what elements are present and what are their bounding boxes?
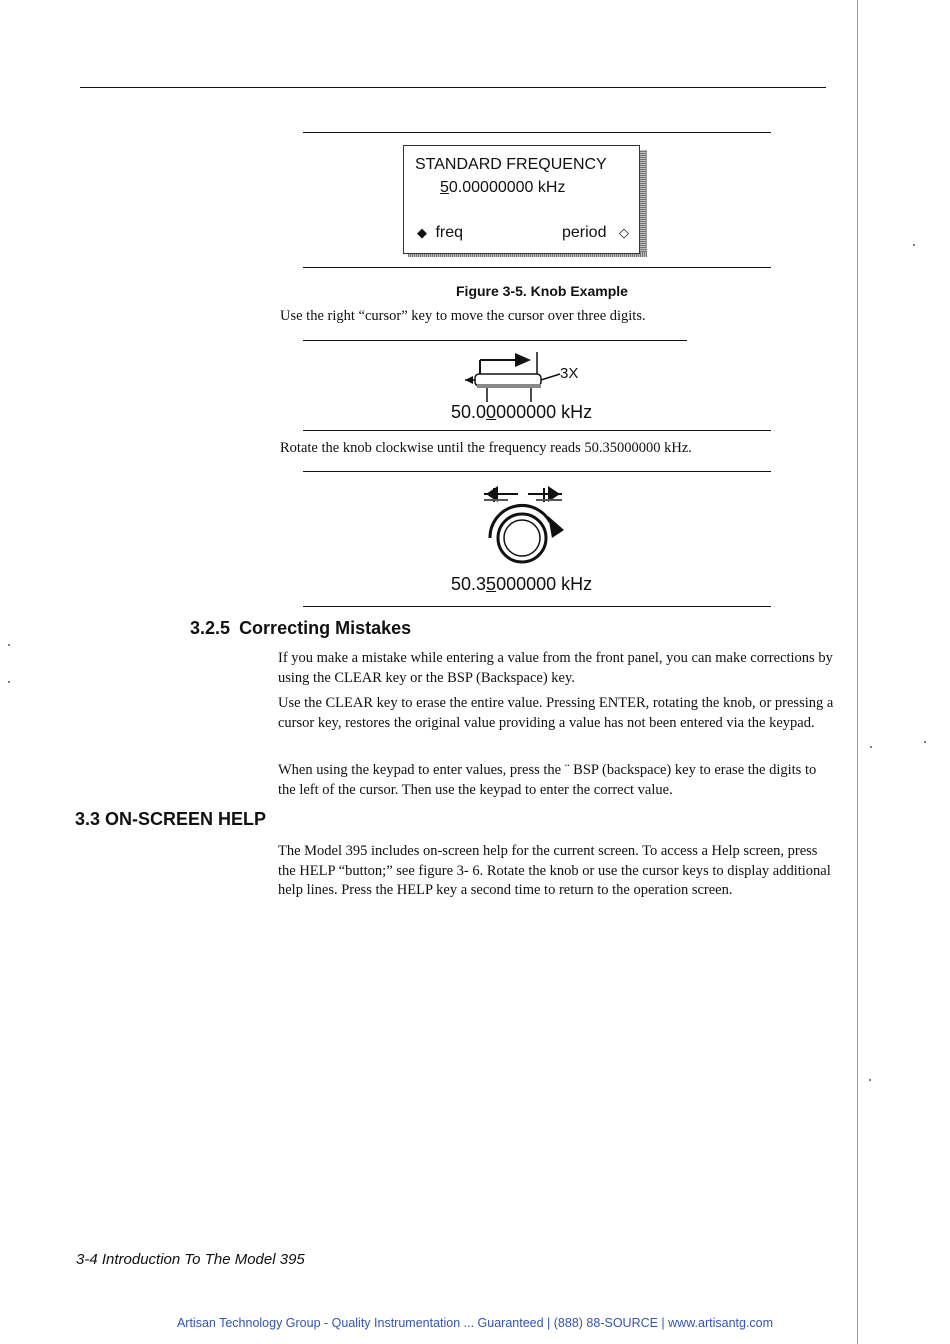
- section-33-heading: 3.3 ON-SCREEN HELP: [75, 809, 267, 829]
- page-footer-label: 3-4 Introduction To The Model 395: [76, 1251, 305, 1268]
- cursor-digit: 5: [486, 574, 497, 594]
- top-rule: [80, 87, 826, 88]
- lcd-shadow: [640, 150, 647, 256]
- scan-speck: [870, 746, 872, 748]
- figure-rule-top: [303, 132, 771, 133]
- diagram1-rule-top: [303, 340, 687, 341]
- section-325-paragraph-3: When using the keypad to enter values, press the ¨ BSP (backspace) key to erase the digits to the left of the cursor. Then use the keypad to enter the correct value.: [278, 762, 817, 798]
- lcd-title: STANDARD FREQUENCY: [415, 156, 607, 173]
- lcd-option-period: period ◇: [562, 224, 629, 241]
- lcd-cursor-digit: 5: [440, 179, 449, 196]
- section-325-heading: [190, 618, 411, 639]
- cursor-arrow-icon: [465, 348, 565, 404]
- scan-speck: [924, 741, 926, 743]
- figure-caption: Figure 3-5. Knob Example: [456, 283, 628, 299]
- paragraph-cursor: Use the right “cursor” key to move the cursor over three digits.: [280, 308, 646, 324]
- filled-diamond-icon: ◆: [417, 225, 427, 240]
- scan-speck: [8, 681, 10, 683]
- section-325-paragraph-2: Use the CLEAR key to erase the entire value. Pressing ENTER, rotating the knob, or pressing a cursor key, restores the original value providing a value has not been entered via the keypad.: [278, 695, 834, 731]
- diagram2-rule-bottom: [303, 606, 771, 607]
- scan-speck: [8, 644, 10, 646]
- diagram2-rule-top: [303, 471, 771, 472]
- cursor-digit: 0: [486, 402, 497, 422]
- scan-speck: [913, 244, 915, 246]
- paragraph-rotate: Rotate the knob clockwise until the frequency reads 50.35000000 kHz.: [280, 440, 692, 456]
- knob-icon: [478, 478, 570, 572]
- section-number: 3.2.5: [190, 618, 231, 638]
- vendor-banner-link[interactable]: Artisan Technology Group - Quality Instrumentation ... Guaranteed | (888) 88-SOURCE | www.artisantg.com: [176, 1316, 774, 1330]
- frequency-readout-knob: 50.35000000 kHz: [451, 574, 593, 594]
- lcd-display: [403, 145, 640, 254]
- section-325-paragraph-1: If you make a mistake while entering a value from the front panel, you can make corrections by using the CLEAR key or the BSP (Backspace) key.: [278, 650, 833, 686]
- lcd-frequency-value: 50.00000000 kHz: [440, 179, 566, 196]
- section-33-paragraph-1: The Model 395 includes on-screen help for the current screen. To access a Help screen, press the HELP “button;” see figure 3- 6. Rotate the knob or use the cursor keys to display additional help lines. Press the HELP key a second time to return to the operation screen.: [278, 843, 831, 898]
- hollow-diamond-icon: ◇: [618, 225, 629, 240]
- section-title: Correcting Mistakes: [239, 618, 412, 638]
- scan-margin-line: [857, 0, 858, 1344]
- lcd-option-freq: ◆ freq: [417, 224, 464, 241]
- diagram1-rule-bottom: [303, 430, 771, 431]
- frequency-readout-cursor: 50.00000000 kHz: [451, 402, 593, 422]
- figure-rule-bottom: [303, 267, 771, 268]
- scan-speck: [869, 1079, 871, 1081]
- multiplier-label: 3X: [560, 365, 579, 382]
